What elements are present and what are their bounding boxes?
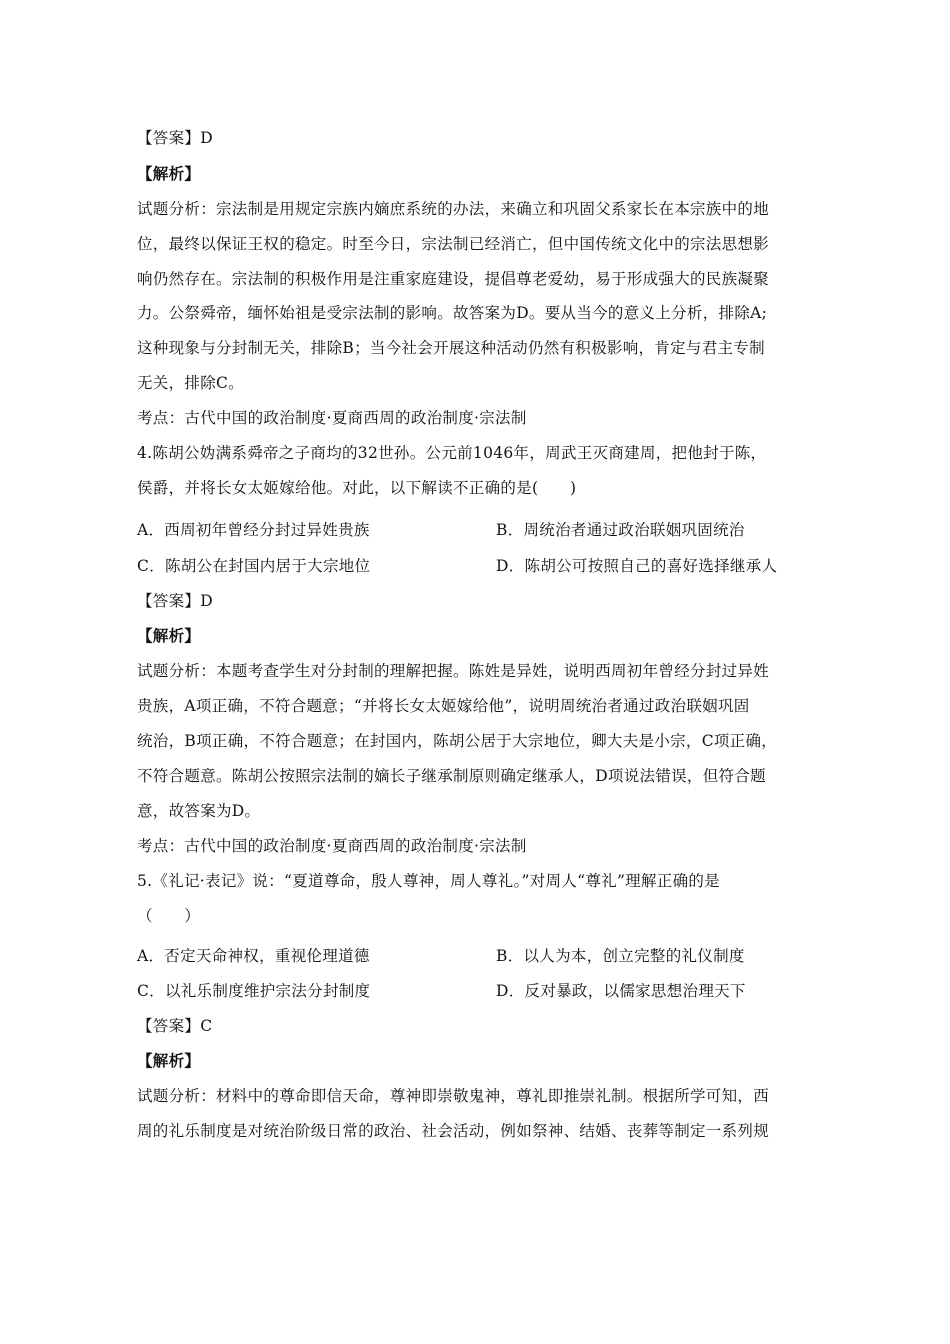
question-4-option-c: C．陈胡公在封国内居于大宗地位	[137, 557, 371, 575]
answer-label: 【答案】C	[137, 1017, 213, 1035]
analysis-line: 位，最终以保证王权的稳定。时至今日，宗法制已经消亡，但中国传统文化中的宗法思想影	[137, 235, 770, 253]
analysis-line: 统治，B项正确，不符合题意；在封国内，陈胡公居于大宗地位，卿大夫是小宗，C项正确，	[137, 732, 778, 750]
analysis-line: 试题分析：本题考查学生对分封制的理解把握。陈姓是异姓，说明西周初年曾经分封过异姓	[137, 662, 770, 680]
analysis-line: 响仍然存在。宗法制的积极作用是注重家庭建设，提倡尊老爱幼，易于形成强大的民族凝聚	[137, 270, 770, 288]
question-4-option-b: B．周统治者通过政治联姻巩固统治	[496, 521, 745, 539]
question-5-option-d: D．反对暴政，以儒家思想治理天下	[496, 982, 746, 1000]
analysis-heading: 【解析】	[137, 626, 201, 645]
question-5-stem: 5.《礼记·表记》说：“夏道尊命，殷人尊神，周人尊礼。”对周人“尊礼”理解正确的是	[137, 872, 720, 890]
question-5-option-a: A．否定天命神权，重视伦理道德	[137, 947, 370, 965]
kaodian-line: 考点：古代中国的政治制度·夏商西周的政治制度·宗法制	[137, 409, 527, 427]
kaodian-line: 考点：古代中国的政治制度·夏商西周的政治制度·宗法制	[137, 837, 527, 855]
question-5-stem: （ ）	[137, 907, 201, 925]
analysis-line: 贵族，A项正确，不符合题意；“并将长女太姬嫁给他”，说明周统治者通过政治联姻巩固	[137, 697, 750, 715]
analysis-line: 不符合题意。陈胡公按照宗法制的嫡长子继承制原则确定继承人，D项说法错误，但符合题	[137, 767, 766, 785]
answer-label: 【答案】D	[137, 129, 213, 147]
analysis-line: 试题分析：材料中的尊命即信天命，尊神即崇敬鬼神，尊礼即推崇礼制。根据所学可知，西	[137, 1087, 770, 1105]
question-4-option-d: D．陈胡公可按照自己的喜好选择继承人	[496, 557, 778, 575]
analysis-line: 这种现象与分封制无关，排除B；当今社会开展这种活动仍然有积极影响，肯定与君主专制	[137, 339, 765, 357]
analysis-line: 意，故答案为D。	[137, 802, 261, 820]
analysis-line: 无关，排除C。	[137, 374, 244, 392]
answer-label: 【答案】D	[137, 592, 213, 610]
question-4-stem: 4.陈胡公妫满系舜帝之子商均的32世孙。公元前1046年，周武王灭商建周，把他封于陈，	[137, 444, 767, 462]
analysis-heading: 【解析】	[137, 1051, 201, 1070]
question-5-option-c: C．以礼乐制度维护宗法分封制度	[137, 982, 371, 1000]
analysis-line: 周的礼乐制度是对统治阶级日常的政治、社会活动，例如祭神、结婚、丧葬等制定一系列规	[137, 1122, 770, 1140]
question-4-stem: 侯爵，并将长女太姬嫁给他。对此，以下解读不正确的是( )	[137, 479, 577, 497]
question-4-option-a: A．西周初年曾经分封过异姓贵族	[137, 521, 370, 539]
question-5-option-b: B．以人为本，创立完整的礼仪制度	[496, 947, 745, 965]
analysis-heading: 【解析】	[137, 164, 201, 183]
analysis-line: 试题分析：宗法制是用规定宗族内嫡庶系统的办法，来确立和巩固父系家长在本宗族中的地	[137, 200, 770, 218]
analysis-line: 力。公祭舜帝，缅怀始祖是受宗法制的影响。故答案为D。要从当今的意义上分析，排除A;	[137, 304, 768, 322]
